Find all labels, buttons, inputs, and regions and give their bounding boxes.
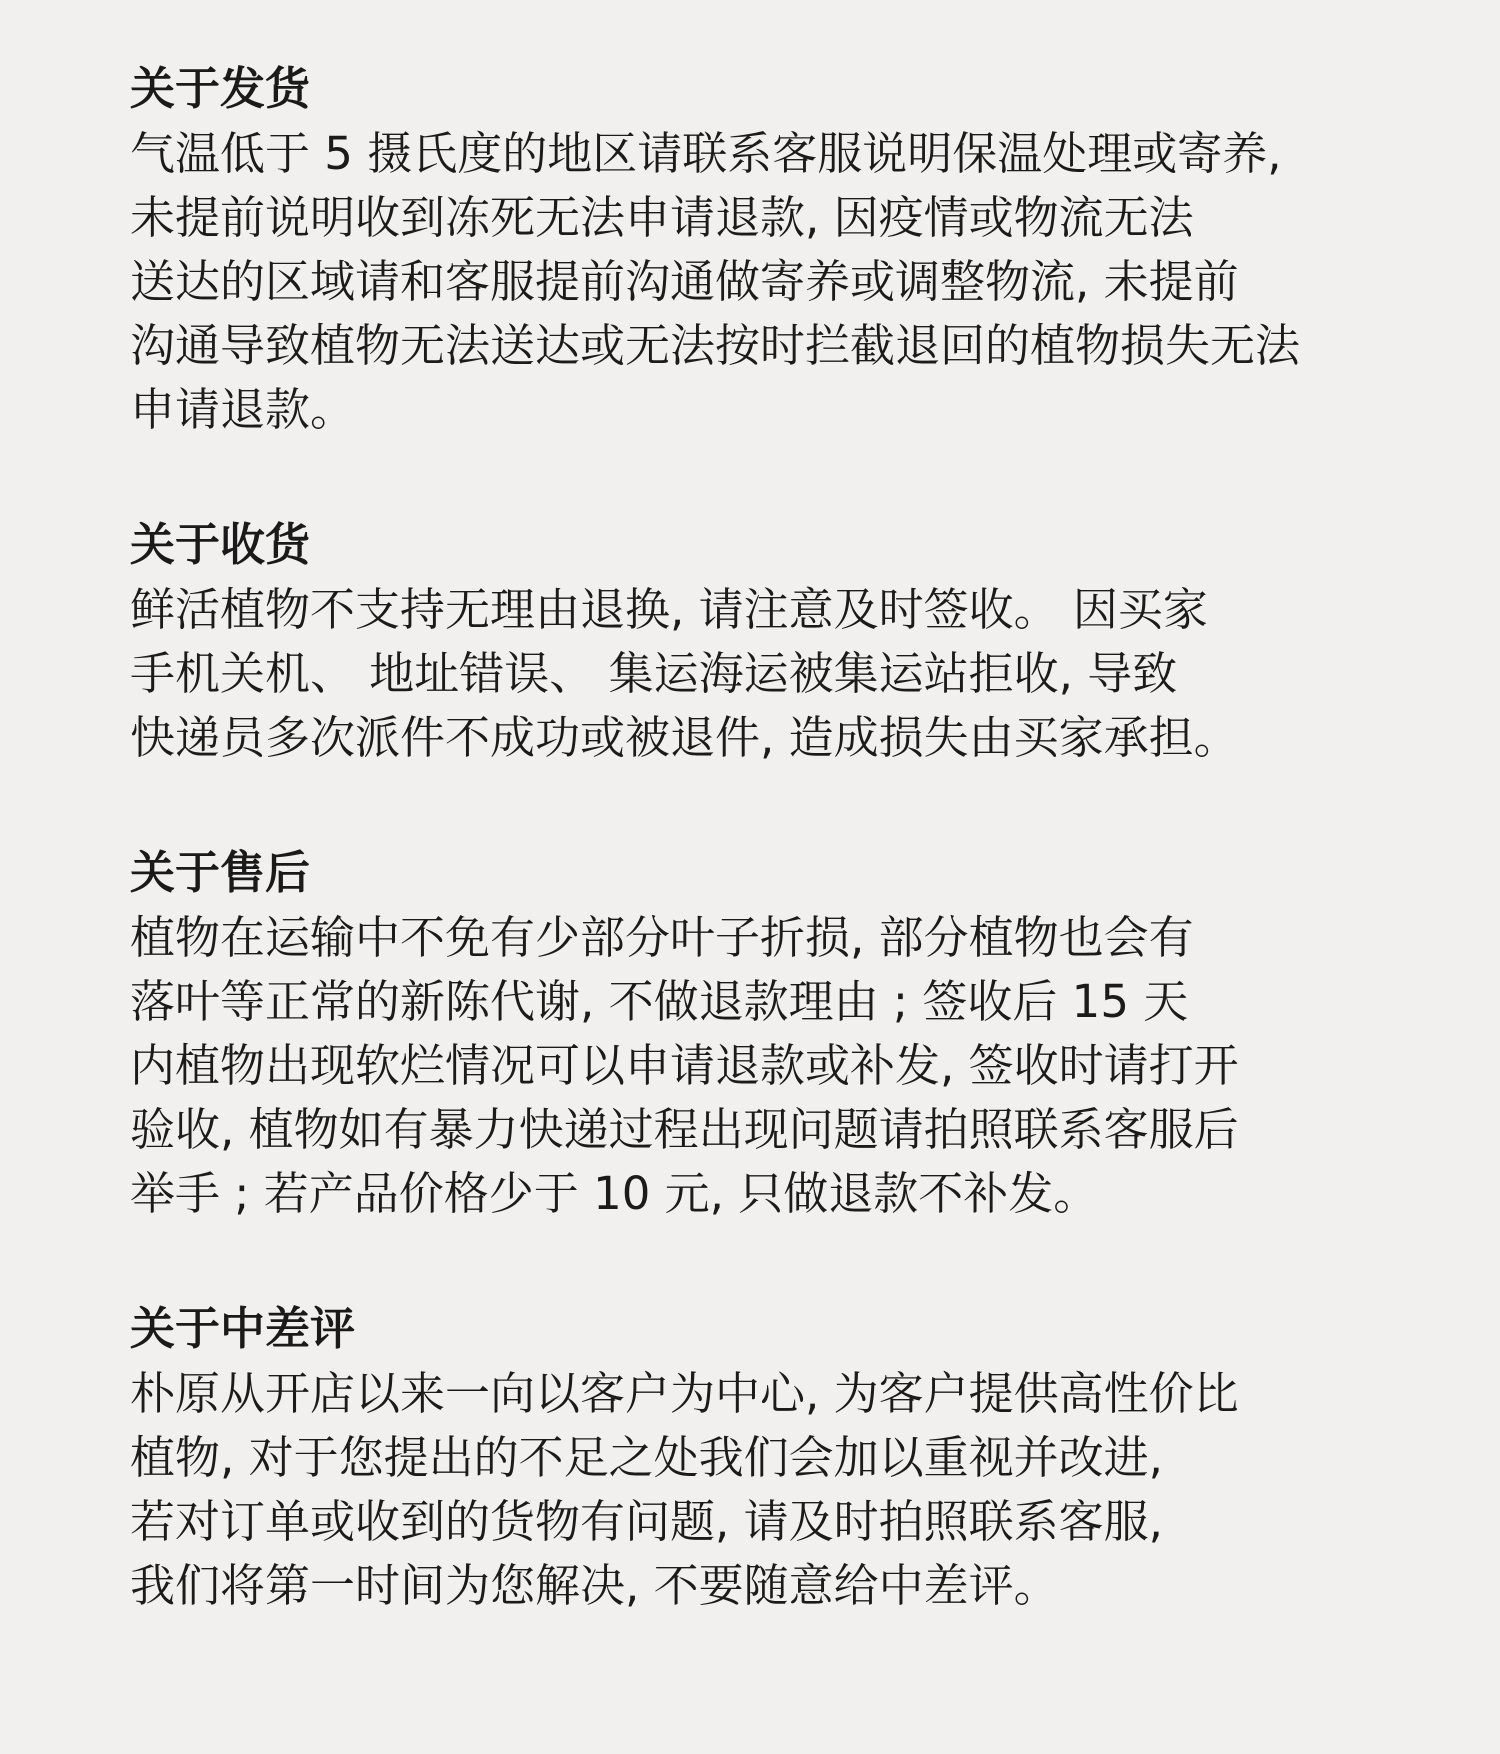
section-title-reviews: 关于中差评 — [130, 1302, 356, 1355]
policy-document — [130, 58, 1390, 1618]
paragraph-line: 未提前说明收到冻死无法申请退款, 因疫情或物流无法 — [130, 191, 1194, 244]
section-reviews — [130, 1298, 1390, 1618]
paragraph-line: 手机关机、 地址错误、 集运海运被集运站拒收, 导致 — [130, 647, 1178, 700]
section-title-shipping: 关于发货 — [130, 62, 311, 115]
paragraph-line: 内植物出现软烂情况可以申请退款或补发, 签收时请打开 — [130, 1039, 1239, 1092]
paragraph-line: 快递员多次派件不成功或被退件, 造成损失由买家承担。 — [130, 711, 1239, 764]
section-body-shipping — [130, 122, 1390, 442]
section-shipping — [130, 58, 1390, 442]
paragraph-line: 朴原从开店以来一向以客户为中心, 为客户提供高性价比 — [130, 1367, 1239, 1420]
paragraph-line: 验收, 植物如有暴力快递过程出现问题请拍照联系客服后 — [130, 1103, 1239, 1156]
paragraph-line: 若对订单或收到的货物有问题, 请及时拍照联系客服, — [130, 1495, 1163, 1548]
paragraph-line: 送达的区域请和客服提前沟通做寄养或调整物流, 未提前 — [130, 255, 1239, 308]
section-body-receiving — [130, 578, 1390, 770]
paragraph-line: 植物在运输中不免有少部分叶子折损, 部分植物也会有 — [130, 911, 1194, 964]
section-title-after-sales: 关于售后 — [130, 846, 311, 899]
paragraph-line: 落叶等正常的新陈代谢, 不做退款理由 ; 签收后 15 天 — [130, 975, 1189, 1028]
paragraph-line: 举手 ; 若产品价格少于 10 元, 只做退款不补发。 — [130, 1167, 1099, 1220]
paragraph-line: 申请退款。 — [130, 383, 356, 436]
paragraph-line: 我们将第一时间为您解决, 不要随意给中差评。 — [130, 1559, 1059, 1612]
section-body-after-sales — [130, 906, 1390, 1226]
section-receiving — [130, 514, 1390, 770]
paragraph-line: 植物, 对于您提出的不足之处我们会加以重视并改进, — [130, 1431, 1163, 1484]
paragraph-line: 沟通导致植物无法送达或无法按时拦截退回的植物损失无法 — [130, 319, 1301, 372]
section-after-sales — [130, 842, 1390, 1226]
paragraph-line: 鲜活植物不支持无理由退换, 请注意及时签收。 因买家 — [130, 583, 1208, 636]
paragraph-line: 气温低于 5 摄氏度的地区请联系客服说明保温处理或寄养, — [130, 127, 1282, 180]
section-title-receiving: 关于收货 — [130, 518, 311, 571]
section-body-reviews — [130, 1362, 1390, 1618]
